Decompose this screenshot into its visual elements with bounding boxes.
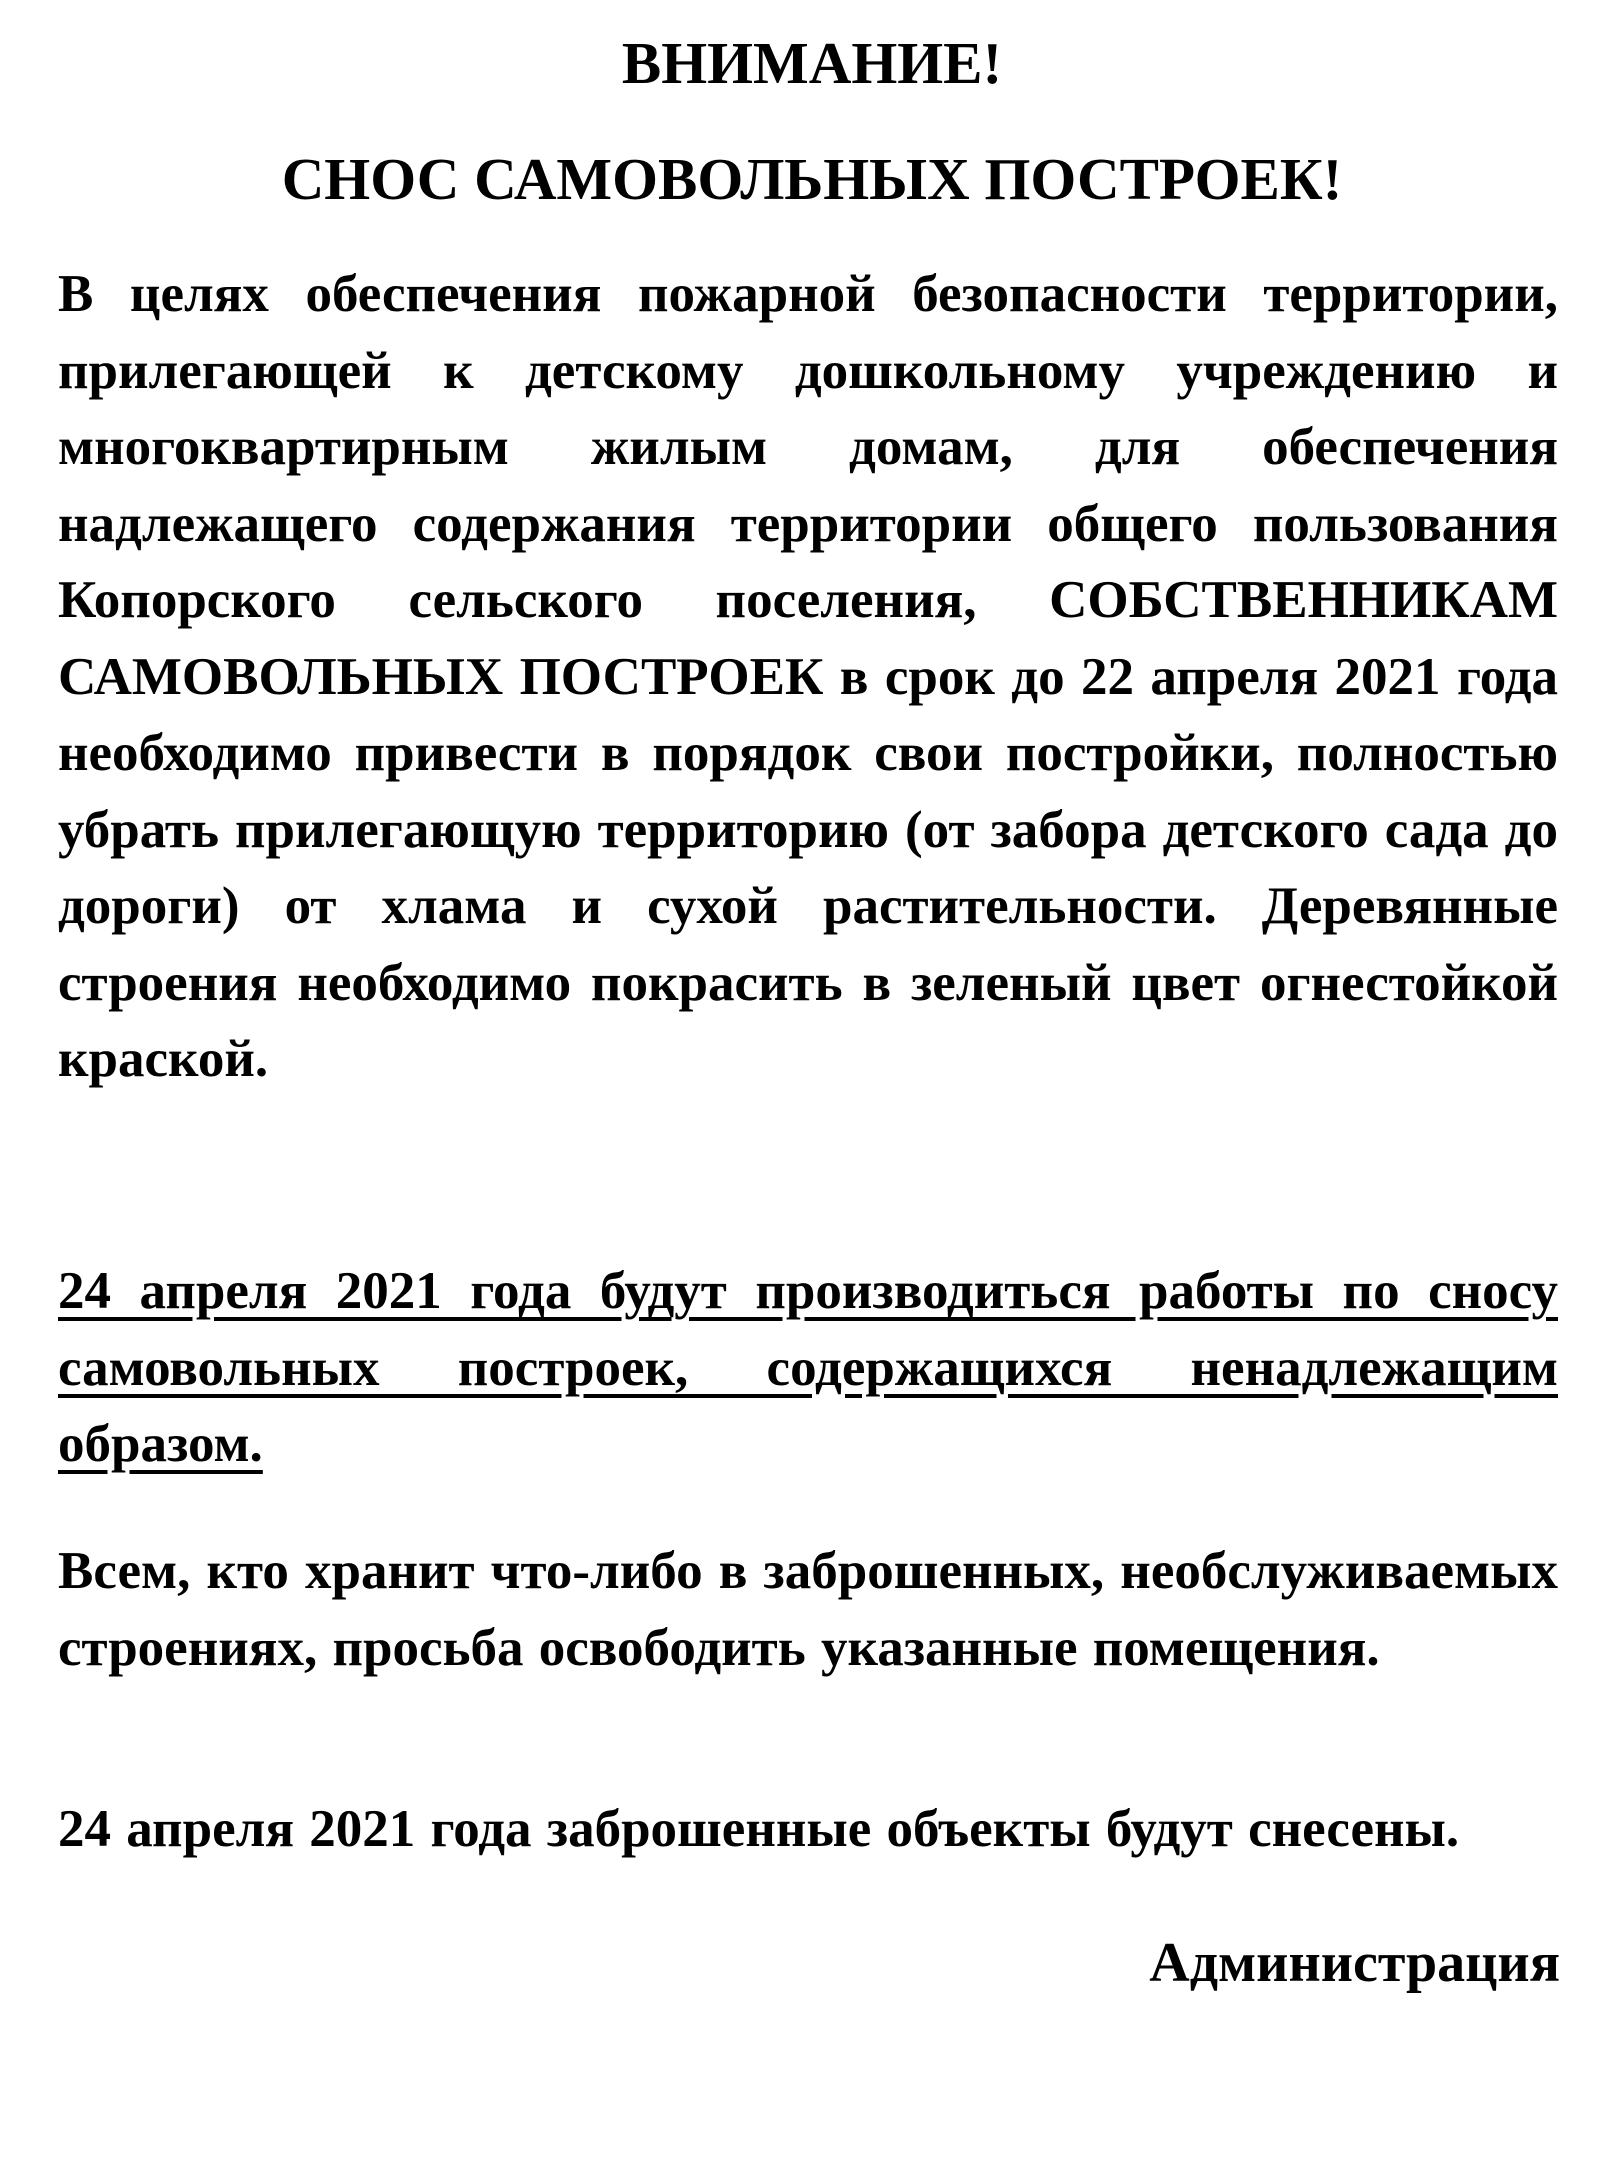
attention-heading: ВНИМАНИЕ! xyxy=(621,30,1003,96)
signature: Администрация xyxy=(1149,1932,1560,1994)
main-paragraph: В целях обеспечения пожарной безопасности территории, прилегающей к детскому дошкольному учреждению и многоквартирным жилым домам, для обеспечения надлежащего содержания территории общего пользования Копорского сельского поселения, СОБСТВЕННИКАМ САМОВОЛЬНЫХ ПОСТРОЕК в срок до 22 апреля 2021 года необходимо привести в порядок свои постройки, полностью убрать прилегающую территорию (от забора детского сада до дороги) от хлама и сухой растительности. Деревянные строения необходимо покрасить в зеленый цвет огнестойкой краской. xyxy=(58,265,1558,1088)
demolition-heading: СНОС САМОВОЛЬНЫХ ПОСТРОЕК! xyxy=(281,146,1343,212)
storage-paragraph: Всем, кто хранит что-либо в заброшенных, необслуживаемых строениях, просьба освободить указанные помещения. xyxy=(58,1542,1558,1677)
removal-paragraph: 24 апреля 2021 года заброшенные объекты будут снесены. xyxy=(58,1800,1460,1858)
demolition-date-paragraph: 24 апреля 2021 года будут производиться работы по сносу самовольных построек, содержащихся ненадлежащим образом. xyxy=(58,1262,1558,1473)
